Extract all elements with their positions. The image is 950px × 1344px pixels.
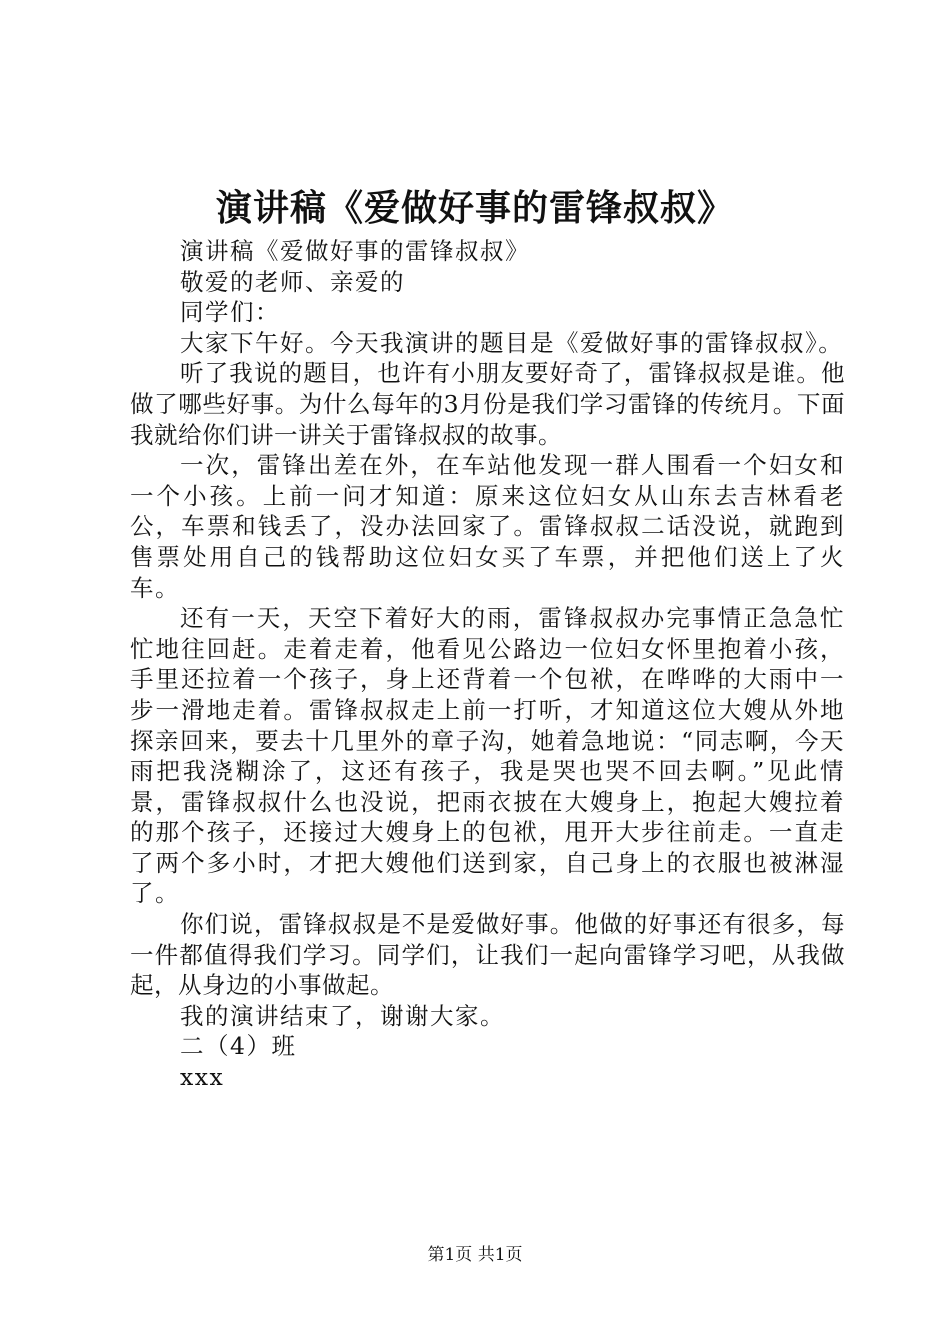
document-title: 演讲稿《爱做好事的雷锋叔叔》	[215, 187, 734, 229]
paragraph-greeting-teachers: 敬爱的老师、亲爱的	[180, 267, 405, 296]
paragraph-author: xxx	[180, 1063, 225, 1092]
paragraph-story-two: 还有一天，天空下着好大的雨，雷锋叔叔办完事情正急急忙忙地往回赶。走着走着，他看见公路边一位妇女怀里抱着小孩，手里还拉着一个孩子，身上还背着一个包袱，在哗哗的大雨中一步一滑地走着。雷锋叔叔走上前一打听，才知道这位大嫂从外地探亲回来，要去十几里外的章子沟，她着急地说：“同志啊，今天雨把我浇糊涂了，这还有孩子，我是哭也哭不回去啊。”见此情景，雷锋叔叔什么也没说，把雨衣披在大嫂身上，抱起大嫂拉着的那个孩子，还接过大嫂身上的包袱，甩开大步往前走。一直走了两个多小时，才把大嫂他们送到家，自己身上的衣服也被淋湿了。	[130, 604, 845, 908]
paragraph-story-one: 一次，雷锋出差在外，在车站他发现一群人围看一个妇女和一个小孩。上前一问才知道：原来这位妇女从山东去吉林看老公，车票和钱丢了，没办法回家了。雷锋叔叔二话没说，就跑到售票处用自己的钱帮助这位妇女买了车票，并把他们送上了火车。	[130, 451, 845, 602]
paragraph-intro: 大家下午好。今天我演讲的题目是《爱做好事的雷锋叔叔》。	[180, 328, 844, 357]
paragraph-speech-title: 演讲稿《爱做好事的雷锋叔叔》	[180, 237, 530, 265]
paragraph-conclusion: 你们说，雷锋叔叔是不是爱做好事。他做的好事还有很多，每一件都值得我们学习。同学们，让我们一起向雷锋学习吧，从我做起，从身边的小事做起。	[130, 910, 845, 1000]
paragraph-class: 二（4）班	[180, 1032, 297, 1061]
paragraph-question: 听了我说的题目，也许有小朋友要好奇了，雷锋叔叔是谁。他做了哪些好事。为什么每年的3月份是我们学习雷锋的传统月。下面我就给你们讲一讲关于雷锋叔叔的故事。	[130, 359, 845, 449]
paragraph-greeting-students: 同学们：	[180, 298, 280, 327]
paragraph-closing: 我的演讲结束了，谢谢大家。	[180, 1001, 505, 1030]
page-number: 第1页 共1页	[427, 1245, 523, 1265]
document-body	[130, 236, 845, 1093]
